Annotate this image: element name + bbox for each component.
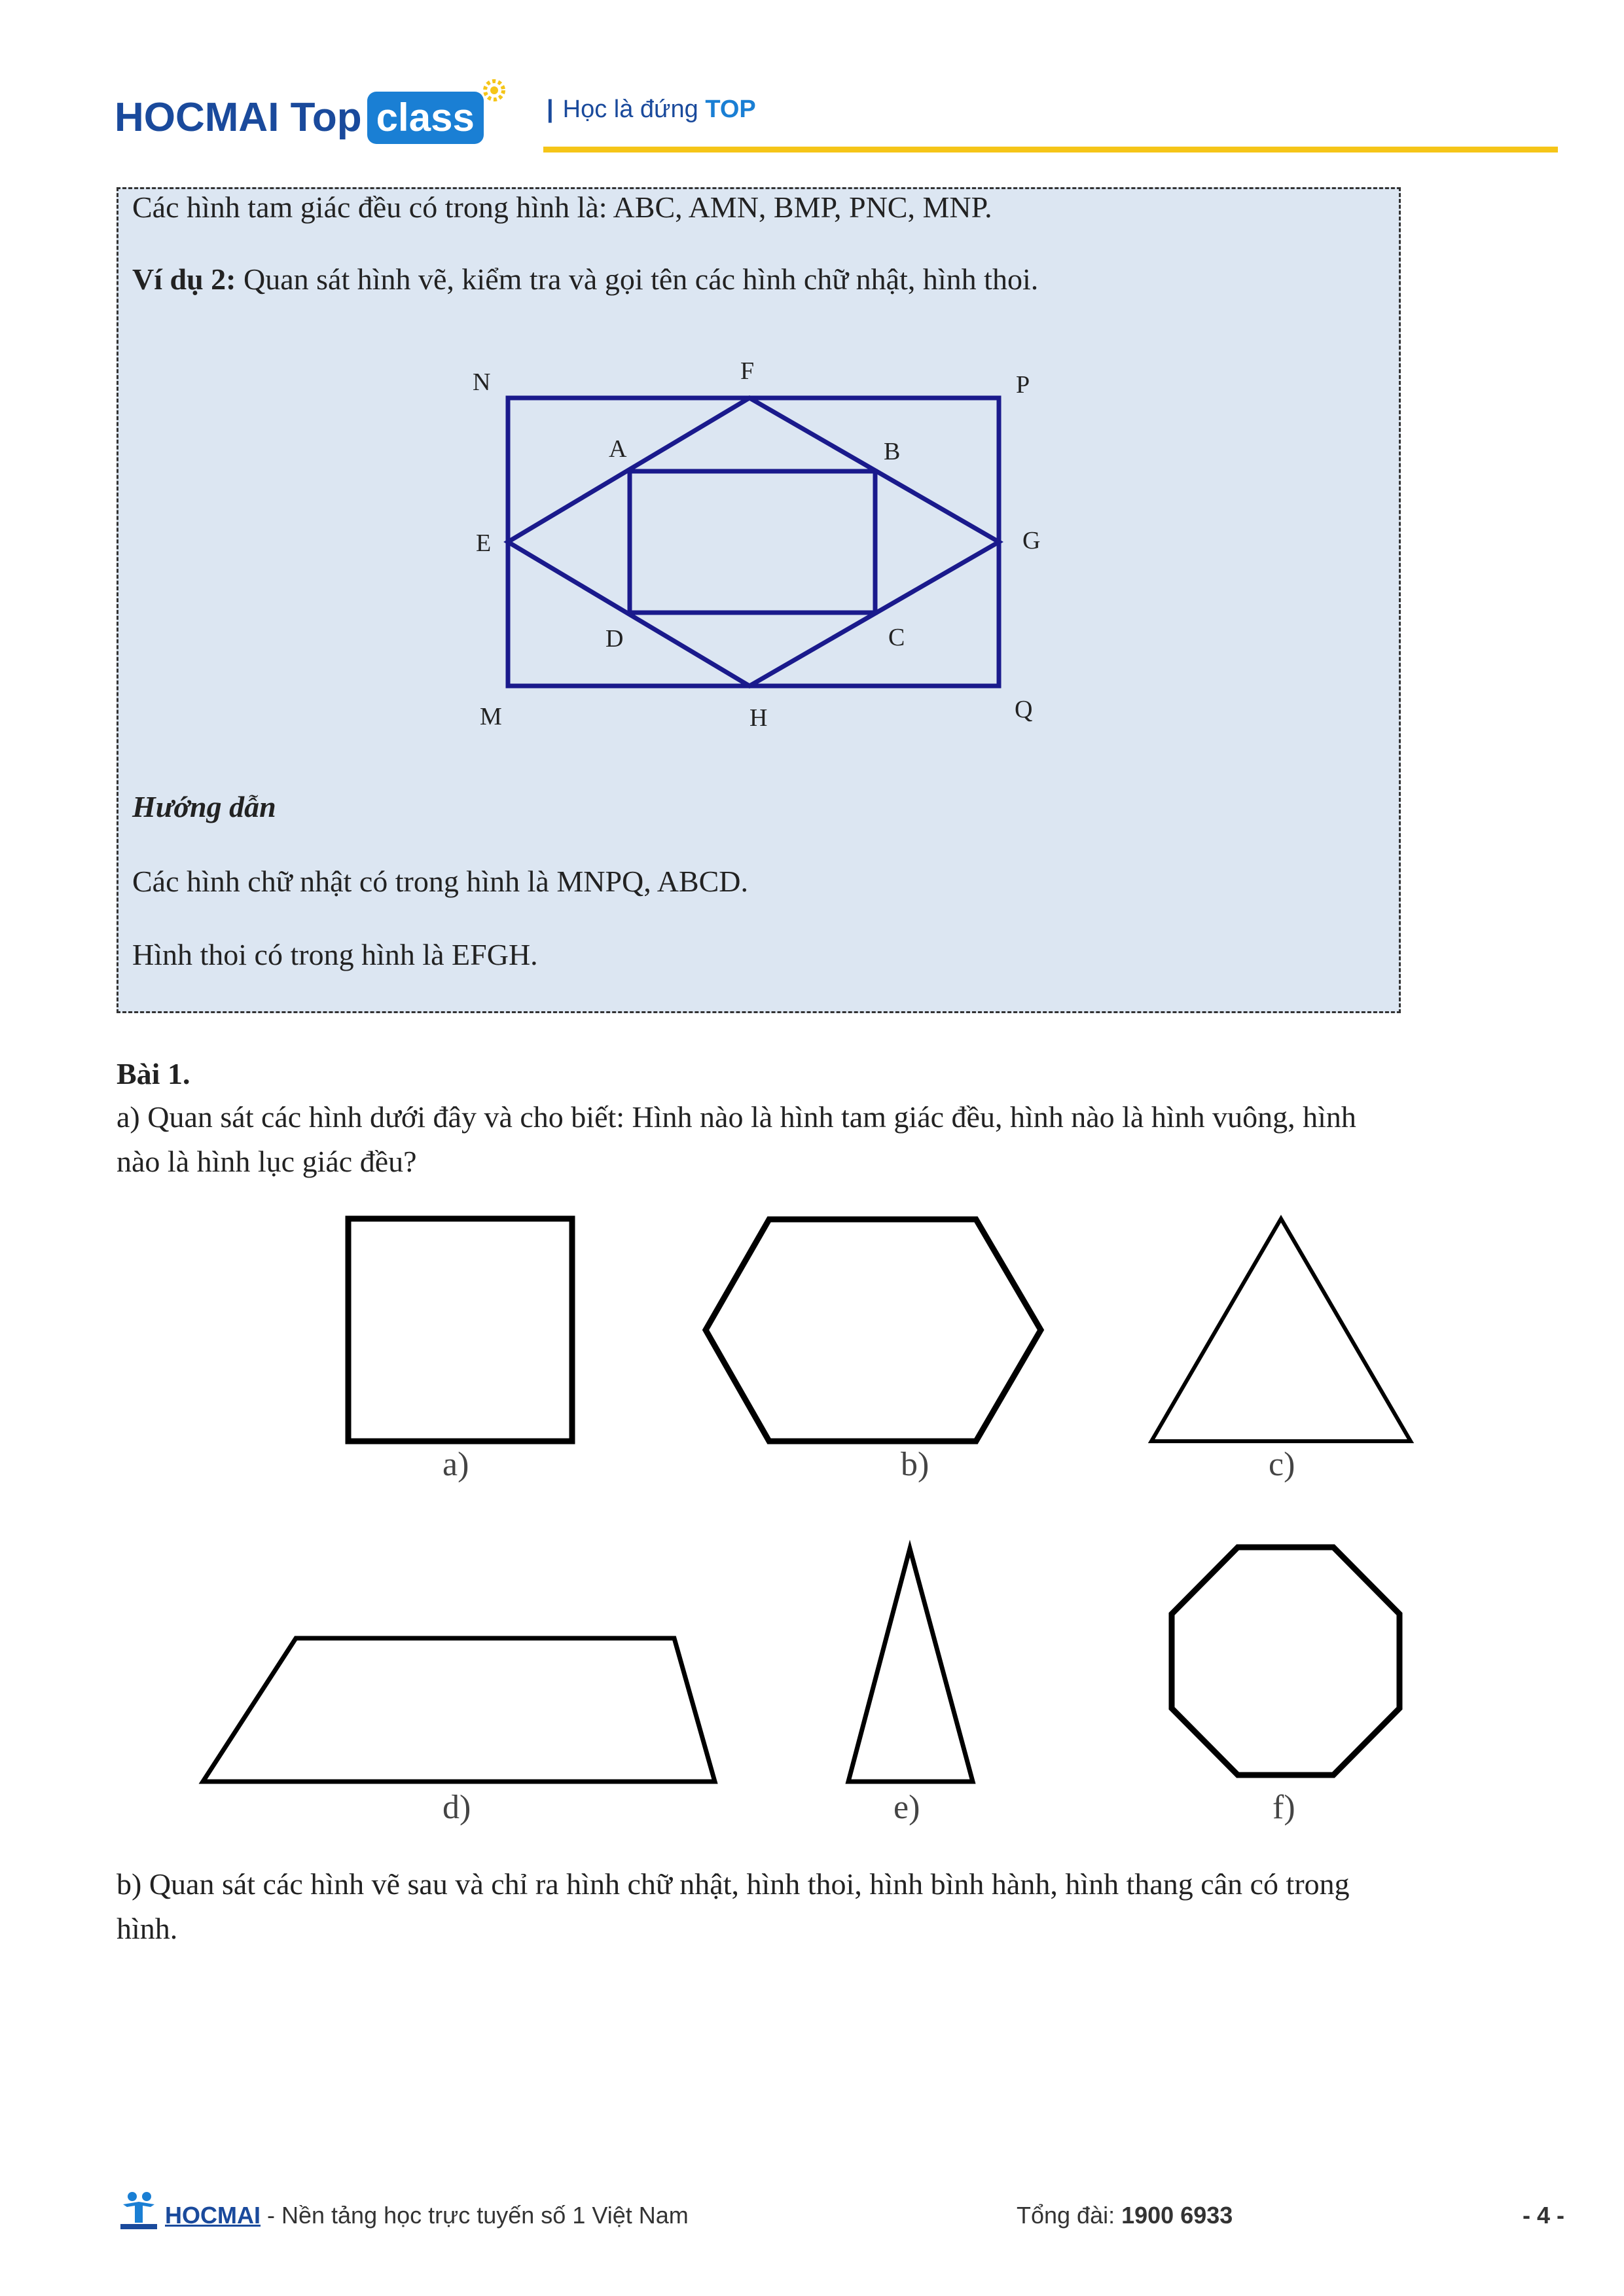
tagline: [547, 96, 756, 124]
equilateral-triangle-shape: [1151, 1219, 1411, 1441]
hotline-number: 1900 6933: [1121, 2202, 1233, 2229]
footer-slogan-text: - Nền tảng học trực tuyến số 1 Việt Nam: [261, 2202, 689, 2229]
label-h: H: [749, 704, 768, 732]
tagline-top: TOP: [705, 96, 756, 123]
rhombus-efgh: [508, 398, 999, 686]
exercise-1a-line1: a) Quan sát các hình dưới đây và cho biết: Hình nào là hình tam giác đều, hình nào là hình vuông, hình: [117, 1100, 1356, 1134]
octagon-shape: [1172, 1547, 1399, 1775]
rectangle-rhombus-figure: [484, 367, 1028, 713]
label-d: D: [605, 625, 624, 653]
example-2-prompt: [132, 262, 1038, 296]
exercise-1-title: Bài 1.: [117, 1057, 190, 1090]
example-2-label: Ví dụ 2:: [132, 262, 236, 296]
trapezoid-shape: [203, 1638, 715, 1782]
footer-brand-link[interactable]: HOCMAI: [165, 2202, 261, 2229]
gear-icon: [481, 77, 507, 103]
rectangle-abcd: [630, 471, 875, 613]
square-shape: [348, 1219, 572, 1441]
hocmai-footer-icon: [118, 2190, 160, 2231]
label-g: G: [1022, 527, 1041, 554]
shape-label-a: a): [442, 1446, 469, 1483]
footer-slogan: [165, 2202, 689, 2229]
header-divider: [543, 147, 1558, 152]
page-number: - 4 -: [1523, 2202, 1565, 2229]
guide-rhombus: Hình thoi có trong hình là EFGH.: [132, 938, 538, 971]
rectangle-mnpq: [508, 398, 999, 686]
hocmai-topclass-logo: [115, 92, 484, 164]
label-c: C: [888, 624, 905, 651]
logo-class-badge: class: [367, 92, 484, 144]
shape-label-e: e): [893, 1789, 920, 1826]
logo-main-text: HOCMAI Top: [115, 95, 362, 140]
shape-label-d: d): [442, 1789, 471, 1826]
label-a: A: [609, 435, 627, 463]
guide-rectangles: Các hình chữ nhật có trong hình là MNPQ, ABCD.: [132, 865, 749, 898]
guide-title: Hướng dẫn: [132, 790, 276, 823]
label-n: N: [473, 368, 491, 396]
label-q: Q: [1015, 696, 1033, 723]
tagline-prefix: Học là đứng: [562, 96, 706, 123]
footer-hotline: [1017, 2202, 1233, 2229]
exercise-1b-line2: hình.: [117, 1912, 178, 1945]
hotline-label: Tổng đài:: [1017, 2202, 1122, 2229]
shape-label-c: c): [1269, 1446, 1295, 1483]
label-f: F: [740, 357, 755, 385]
example-2-text: Quan sát hình vẽ, kiểm tra và gọi tên các hình chữ nhật, hình thoi.: [236, 262, 1039, 296]
hexagon-shape: [706, 1219, 1041, 1441]
label-b: B: [884, 438, 901, 465]
label-e: E: [476, 529, 492, 557]
shape-label-b: b): [901, 1446, 929, 1483]
equilateral-triangles-answer: Các hình tam giác đều có trong hình là: ABC, AMN, BMP, PNC, MNP.: [132, 190, 992, 224]
shapes-figure: [170, 1204, 1479, 1806]
exercise-1a-line2: nào là hình lục giác đều?: [117, 1145, 417, 1178]
exercise-1b-line1: b) Quan sát các hình vẽ sau và chỉ ra hình chữ nhật, hình thoi, hình bình hành, hình thang cân có trong: [117, 1867, 1350, 1901]
isosceles-triangle-shape: [848, 1549, 973, 1782]
label-m: M: [480, 703, 502, 730]
tagline-divider: |: [547, 96, 554, 123]
shape-label-f: f): [1272, 1789, 1295, 1826]
label-p: P: [1016, 371, 1030, 399]
